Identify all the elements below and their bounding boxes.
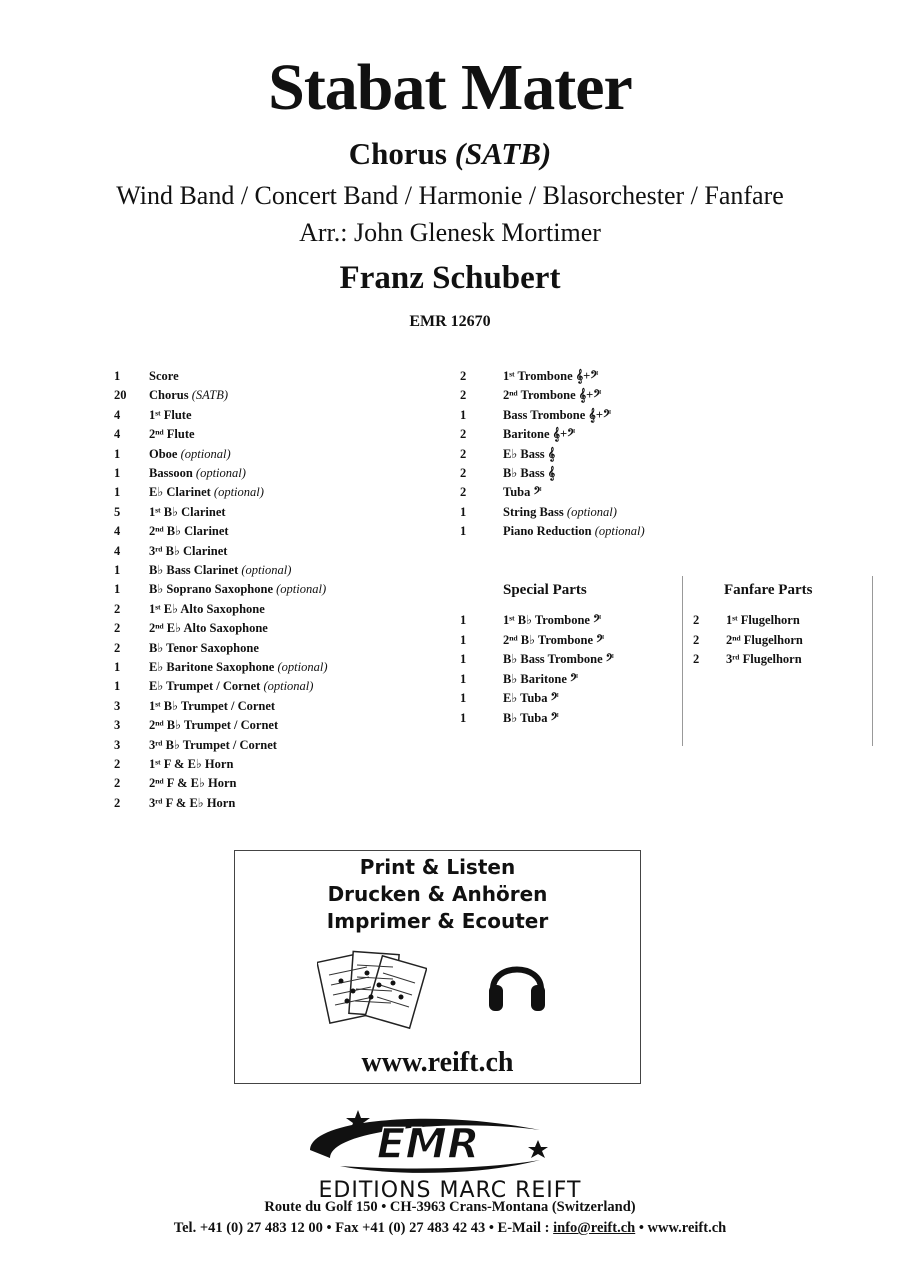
part-name (503, 611, 601, 631)
part-note: (optional) (277, 660, 328, 674)
part-quantity: 2 (114, 757, 121, 771)
part-note: (optional) (276, 582, 327, 597)
contact-website: • www.reift.ch (635, 1220, 727, 1236)
part-name (149, 367, 179, 387)
part-quantity: 1 (114, 446, 121, 461)
part-name-text: 3ʳᵈ B♭ Clarinet (149, 543, 228, 558)
part-name (149, 542, 227, 562)
subtitle (0, 136, 900, 172)
part-name-text: E♭ Clarinet (149, 485, 211, 500)
part-name-text: Piano Reduction (503, 524, 592, 539)
part-name (149, 561, 291, 581)
part-note: (optional) (566, 504, 617, 519)
part-name (503, 386, 601, 406)
emr-logo (300, 1100, 560, 1180)
part-quantity: 2 (460, 369, 467, 383)
part-name (503, 631, 604, 651)
part-name (503, 425, 575, 445)
part-quantity: 2 (693, 632, 700, 647)
part-quantity: 2 (114, 776, 121, 791)
part-name-text: B♭ Bass Clarinet (149, 563, 239, 577)
part-name (149, 794, 235, 814)
column-divider (682, 576, 683, 746)
part-name-text: B♭ Tuba 𝄢 (503, 710, 559, 725)
part-name-text: 1ˢᵗ F & E♭ Horn (149, 757, 234, 771)
part-name-text: B♭ Tenor Saxophone (149, 640, 259, 655)
part-name (149, 464, 246, 484)
part-quantity: 1 (114, 563, 121, 577)
part-name (503, 503, 617, 523)
publisher-address: Route du Golf 150 • CH-3963 Crans-Montana (Switzerland) (264, 1199, 636, 1215)
part-name-text: E♭ Tuba 𝄢 (503, 691, 559, 705)
part-quantity: 4 (114, 427, 121, 442)
special-parts-heading: Special Parts (503, 582, 587, 598)
part-name-text: 1ˢᵗ E♭ Alto Saxophone (149, 601, 265, 616)
publisher-contact (0, 1220, 900, 1237)
part-quantity: 2 (114, 601, 121, 616)
part-note: (optional) (180, 446, 231, 461)
part-name (149, 386, 228, 406)
part-name (503, 367, 598, 387)
part-name-text: Score (149, 369, 179, 383)
part-name-text: Bassoon (149, 466, 193, 480)
part-name-text: 1ˢᵗ B♭ Clarinet (149, 504, 226, 519)
part-quantity: 20 (114, 388, 127, 403)
catalog-number: EMR 12670 (409, 313, 491, 330)
part-quantity: 2 (693, 613, 700, 627)
part-note: (optional) (195, 466, 246, 480)
part-name (503, 650, 614, 670)
ensemble-line: Wind Band / Concert Band / Harmonie / Blasorchester / Fanfare (116, 181, 784, 210)
part-name-text: Chorus (149, 388, 189, 403)
contact-email-link[interactable]: info@reift.ch (553, 1220, 636, 1236)
part-quantity: 2 (114, 621, 121, 636)
part-name-text: 2ⁿᵈ B♭ Clarinet (149, 524, 229, 539)
part-note: (optional) (213, 485, 264, 500)
part-name-text: Oboe (149, 446, 178, 461)
part-name (149, 600, 265, 620)
part-quantity: 2 (460, 388, 467, 403)
part-name-text: String Bass (503, 504, 564, 519)
part-name-text: 3ʳᵈ B♭ Trumpet / Cornet (149, 737, 277, 752)
part-name (503, 445, 555, 465)
part-name (149, 677, 313, 697)
subtitle-main: Chorus (348, 136, 447, 171)
part-quantity: 4 (114, 407, 121, 422)
part-quantity: 1 (460, 632, 467, 647)
part-name (503, 522, 645, 542)
part-name-text: Baritone 𝄞+𝄢 (503, 427, 576, 442)
promo-line-de: Drucken & Anhören (327, 882, 548, 906)
part-name (149, 580, 326, 600)
part-name (149, 503, 226, 523)
column-divider-right (872, 576, 873, 746)
part-quantity: 1 (114, 660, 121, 674)
part-name (503, 406, 611, 426)
part-name-text: 2ⁿᵈ B♭ Trumpet / Cornet (149, 718, 279, 733)
part-name (149, 425, 195, 445)
part-quantity: 2 (460, 485, 467, 500)
part-name (503, 464, 555, 484)
page-title: Stabat Mater (268, 51, 632, 124)
part-name-text: E♭ Trumpet / Cornet (149, 679, 261, 694)
part-quantity: 1 (114, 679, 121, 694)
part-name-text: 3ʳᵈ F & E♭ Horn (149, 795, 236, 810)
part-name (149, 755, 233, 775)
part-name (149, 639, 259, 659)
logo-text: EMR (376, 1119, 480, 1168)
publisher-name: EDITIONS MARC REIFT (318, 1178, 582, 1203)
part-name-text: B♭ Soprano Saxophone (149, 582, 273, 597)
part-name (149, 716, 278, 736)
part-quantity: 1 (460, 691, 467, 705)
part-name (149, 406, 192, 426)
part-name (149, 736, 277, 756)
part-name (726, 611, 800, 631)
contact-phone-fax: Tel. +41 (0) 27 483 12 00 • Fax +41 (0) 27 483 42 43 • E-Mail : (173, 1220, 554, 1236)
part-name (726, 631, 803, 651)
part-name-text: 2ⁿᵈ Flute (149, 427, 195, 442)
part-name-text: B♭ Bass 𝄞 (503, 466, 556, 480)
part-quantity: 4 (114, 543, 121, 558)
part-name-text: 1ˢᵗ Flute (149, 407, 192, 422)
fanfare-parts-heading: Fanfare Parts (724, 582, 813, 598)
part-quantity: 1 (460, 524, 467, 539)
part-quantity: 1 (460, 652, 467, 666)
part-name-text: Bass Trombone 𝄞+𝄢 (503, 407, 611, 422)
promo-line-fr: Imprimer & Ecouter (326, 909, 549, 933)
part-quantity: 2 (460, 427, 467, 442)
part-name (503, 709, 559, 729)
part-name-text: Tuba 𝄢 (503, 485, 542, 500)
part-quantity: 3 (114, 718, 121, 733)
part-quantity: 1 (460, 613, 467, 627)
part-quantity: 2 (460, 446, 467, 461)
part-name (503, 670, 578, 690)
part-name (149, 445, 231, 465)
part-quantity: 1 (460, 710, 467, 725)
part-name-text: 1ˢᵗ B♭ Trumpet / Cornet (149, 698, 276, 713)
part-name (149, 697, 275, 717)
part-name (726, 650, 802, 670)
part-quantity: 3 (114, 737, 121, 752)
part-quantity: 1 (114, 485, 121, 500)
sheet-music-icon (317, 947, 427, 1031)
promo-line-en: Print & Listen (359, 855, 516, 879)
part-name-text: 2ⁿᵈ F & E♭ Horn (149, 776, 237, 791)
part-quantity: 1 (114, 369, 121, 383)
part-quantity: 1 (460, 671, 467, 686)
part-name-text: 2ⁿᵈ Flugelhorn (726, 632, 803, 647)
part-name (503, 483, 542, 503)
arranger-line: Arr.: John Glenesk Mortimer (299, 218, 601, 247)
part-name (149, 522, 229, 542)
part-quantity: 2 (114, 795, 121, 810)
part-note: (optional) (241, 563, 292, 577)
part-name-text: 1ˢᵗ Trombone 𝄞+𝄢 (503, 369, 599, 383)
part-name-text: E♭ Bass 𝄞 (503, 446, 556, 461)
part-note: (SATB) (191, 388, 229, 403)
composer-name: Franz Schubert (339, 260, 561, 296)
part-name-text: 2ⁿᵈ B♭ Trombone 𝄢 (503, 632, 605, 647)
part-name (149, 774, 236, 794)
part-name (149, 619, 268, 639)
part-quantity: 4 (114, 524, 121, 539)
part-quantity: 3 (114, 698, 121, 713)
part-quantity: 1 (114, 466, 121, 480)
part-quantity: 2 (460, 466, 467, 480)
part-name-text: 3ʳᵈ Flugelhorn (726, 652, 802, 666)
part-quantity: 5 (114, 504, 121, 519)
part-quantity: 1 (460, 407, 467, 422)
part-quantity: 2 (114, 640, 121, 655)
subtitle-voicing: (SATB) (454, 136, 552, 171)
part-name-text: 1ˢᵗ B♭ Trombone 𝄢 (503, 613, 602, 627)
part-name (149, 658, 328, 678)
part-quantity: 2 (693, 652, 700, 666)
part-name-text: 2ⁿᵈ Trombone 𝄞+𝄢 (503, 388, 602, 403)
headphones-icon (485, 949, 549, 1019)
part-note: (optional) (594, 524, 645, 539)
part-quantity: 1 (114, 582, 121, 597)
part-quantity: 1 (460, 504, 467, 519)
part-name-text: E♭ Baritone Saxophone (149, 660, 275, 674)
part-name (503, 689, 559, 709)
print-listen-box (234, 850, 641, 1084)
part-note: (optional) (263, 679, 314, 694)
promo-url: www.reift.ch (361, 1047, 514, 1078)
part-name-text: B♭ Bass Trombone 𝄢 (503, 652, 614, 666)
part-name-text: B♭ Baritone 𝄢 (503, 671, 579, 686)
part-name-text: 2ⁿᵈ E♭ Alto Saxophone (149, 621, 268, 636)
part-name (149, 483, 264, 503)
part-name-text: 1ˢᵗ Flugelhorn (726, 613, 800, 627)
